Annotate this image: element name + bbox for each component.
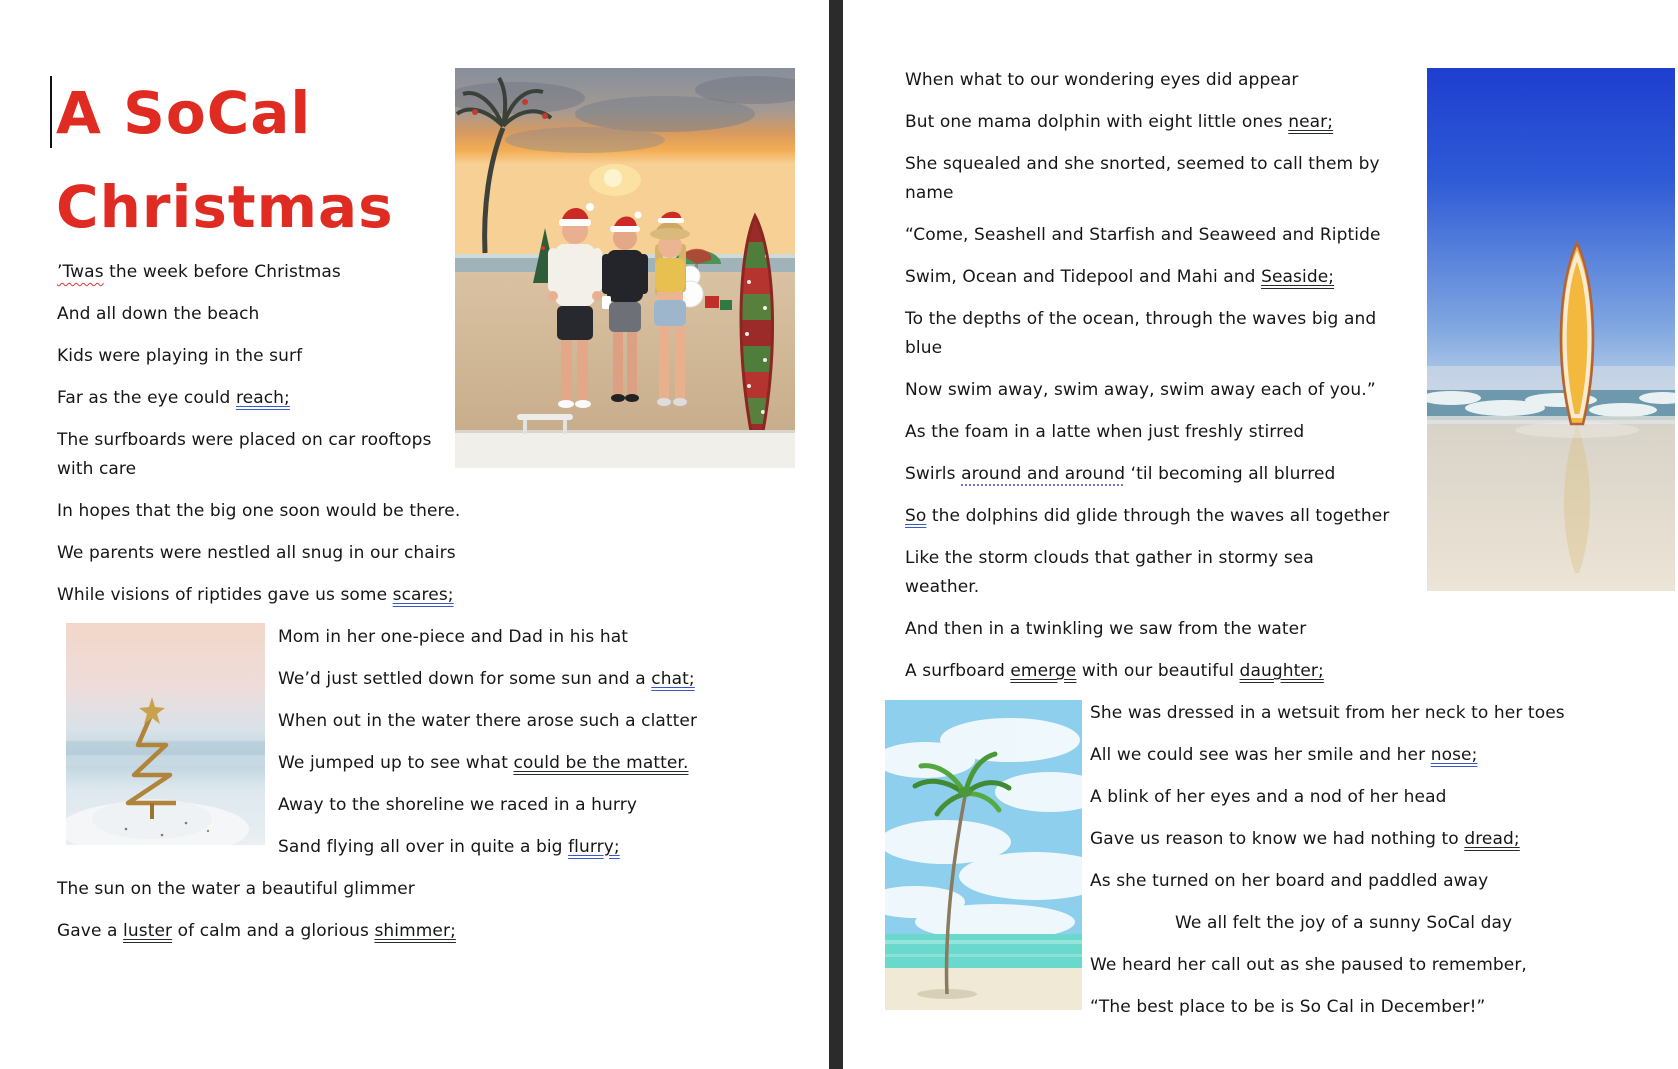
poem-line[interactable]: The surfboards were placed on car rooftops xyxy=(57,430,432,450)
poem-line[interactable]: In hopes that the big one soon would be there. xyxy=(57,501,461,521)
poem-line[interactable]: We heard her call out as she paused to remember, xyxy=(1090,955,1527,975)
poem-line[interactable]: The sun on the water a beautiful glimmer xyxy=(57,879,415,899)
underlined-word: nose; xyxy=(1430,745,1478,765)
poem-line[interactable]: All we could see was her smile and her nose; xyxy=(1090,745,1478,765)
poem-line[interactable]: To the depths of the ocean, through the waves big and xyxy=(905,309,1377,329)
poem-line[interactable]: Away to the shoreline we raced in a hurry xyxy=(278,795,637,815)
poem-line[interactable]: As she turned on her board and paddled away xyxy=(1090,871,1489,891)
poem-line[interactable]: She was dressed in a wetsuit from her neck to her toes xyxy=(1090,703,1565,723)
poem-line[interactable]: But one mama dolphin with eight little ones near; xyxy=(905,112,1334,132)
poem-left-column xyxy=(57,258,817,959)
poem-line[interactable]: So the dolphins did glide through the waves all together xyxy=(905,506,1390,526)
page-divider xyxy=(829,0,843,1069)
underlined-word: Seaside; xyxy=(1261,267,1335,287)
underlined-word: reach; xyxy=(235,388,290,408)
poem-line[interactable]: Swim, Ocean and Tidepool and Mahi and Seaside; xyxy=(905,267,1335,287)
poem-line[interactable]: A surfboard emerge with our beautiful daughter; xyxy=(905,661,1324,681)
poem-line[interactable]: “Come, Seashell and Starfish and Seaweed and Riptide xyxy=(905,225,1381,245)
document-page-right xyxy=(843,0,1678,1069)
poem-line[interactable]: Gave us reason to know we had nothing to dread; xyxy=(1090,829,1520,849)
title-line-2[interactable]: Christmas xyxy=(56,173,394,241)
poem-line[interactable]: Sand flying all over in quite a big flurry; xyxy=(278,837,620,857)
poem-line[interactable]: with care xyxy=(57,459,137,479)
underlined-word: scares; xyxy=(392,585,454,605)
poem-right-column xyxy=(905,66,1665,1035)
poem-line[interactable]: We parents were nestled all snug in our chairs xyxy=(57,543,456,563)
underlined-word: could be the matter. xyxy=(513,753,689,773)
underlined-word: dread; xyxy=(1464,829,1520,849)
poem-line[interactable]: We jumped up to see what could be the matter. xyxy=(278,753,689,773)
poem-line[interactable]: And all down the beach xyxy=(57,304,260,324)
poem-line[interactable]: While visions of riptides gave us some scares; xyxy=(57,585,454,605)
text-cursor xyxy=(50,76,52,148)
underlined-word: chat; xyxy=(651,669,695,689)
poem-line[interactable]: When out in the water there arose such a clatter xyxy=(278,711,698,731)
poem-line[interactable]: And then in a twinkling we saw from the water xyxy=(905,619,1307,639)
poem-line[interactable]: Like the storm clouds that gather in stormy sea xyxy=(905,548,1314,568)
poem-line[interactable]: Far as the eye could reach; xyxy=(57,388,290,408)
poem-line[interactable]: “The best place to be is So Cal in December!” xyxy=(1090,997,1486,1017)
poem-line[interactable]: When what to our wondering eyes did appear xyxy=(905,70,1299,90)
poem-line[interactable]: blue xyxy=(905,338,943,358)
underlined-word: shimmer; xyxy=(374,921,456,941)
poem-line[interactable]: A blink of her eyes and a nod of her head xyxy=(1090,787,1447,807)
poem-line[interactable]: We’d just settled down for some sun and a chat; xyxy=(278,669,695,689)
poem-line[interactable]: Gave a luster of calm and a glorious shimmer; xyxy=(57,921,456,941)
title-line-1[interactable]: A SoCal xyxy=(56,79,312,147)
underlined-word: flurry; xyxy=(568,837,620,857)
poem-line[interactable]: We all felt the joy of a sunny SoCal day xyxy=(1175,913,1513,933)
poem-line[interactable]: Now swim away, swim away, swim away each of you.” xyxy=(905,380,1376,400)
document-page-left xyxy=(0,0,829,1069)
poem-line[interactable]: She squealed and she snorted, seemed to call them by xyxy=(905,154,1380,174)
poem-line[interactable]: Mom in her one-piece and Dad in his hat xyxy=(278,627,629,647)
poem-line[interactable]: Swirls around and around ‘til becoming all blurred xyxy=(905,464,1336,484)
underlined-word: near; xyxy=(1288,112,1334,132)
page-title[interactable] xyxy=(56,66,476,254)
poem-line[interactable]: Kids were playing in the surf xyxy=(57,346,303,366)
underlined-word: emerge xyxy=(1010,661,1077,681)
poem-line[interactable]: ’Twas the week before Christmas xyxy=(57,262,341,282)
underlined-word: So xyxy=(905,506,927,526)
poem-line[interactable]: As the foam in a latte when just freshly stirred xyxy=(905,422,1305,442)
underlined-word: ’Twas xyxy=(57,262,104,282)
underlined-word: daughter; xyxy=(1239,661,1324,681)
underlined-word: around and around xyxy=(961,464,1126,484)
poem-line[interactable]: name xyxy=(905,183,954,203)
poem-line[interactable]: weather. xyxy=(905,577,980,597)
underlined-word: luster xyxy=(123,921,173,941)
